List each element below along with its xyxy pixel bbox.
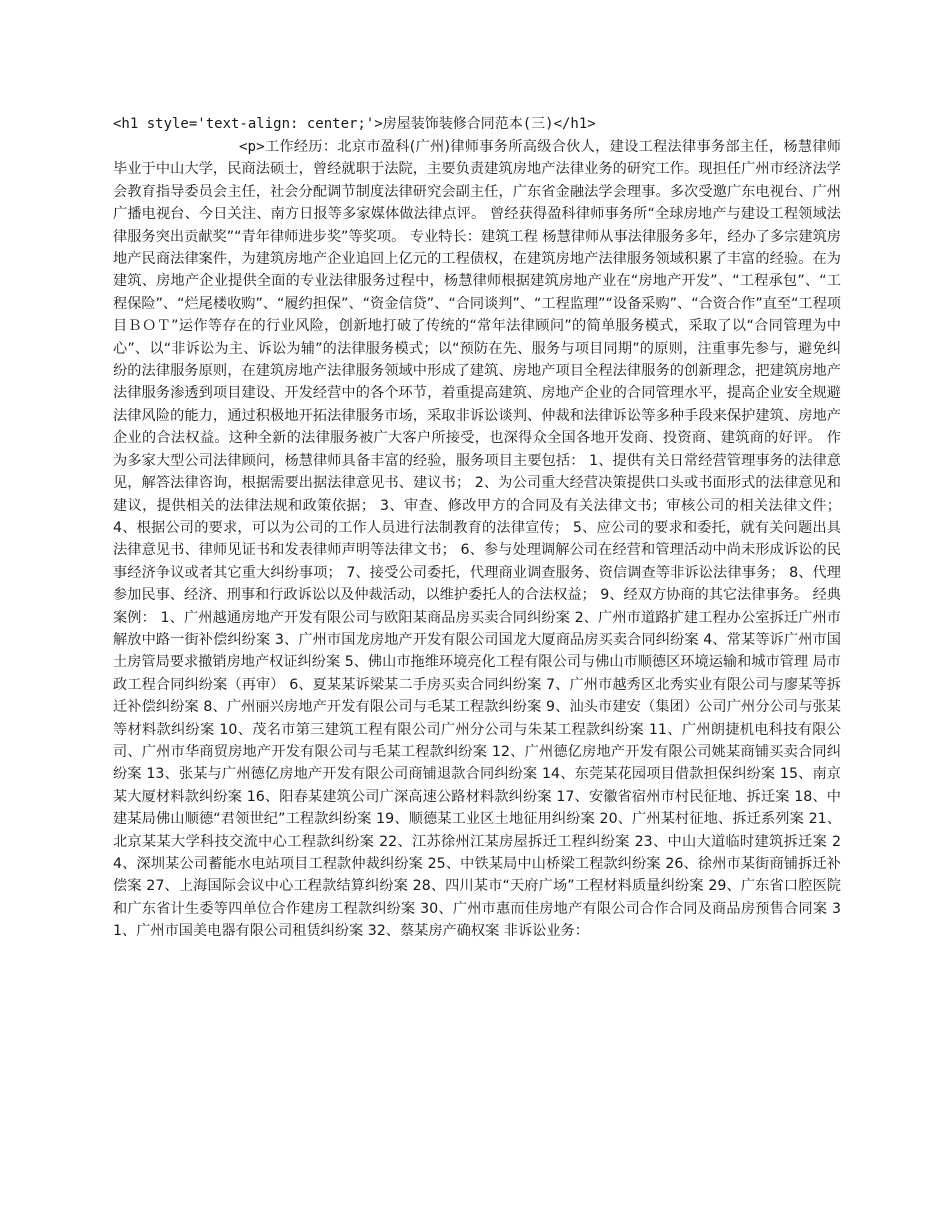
document-page	[113, 114, 841, 943]
document-body	[113, 136, 841, 943]
raw-title-markup: <h1 style='text-align: center;'>房屋装饰装修合同范本(三)</h1>	[113, 116, 596, 132]
raw-paragraph-tag: <p>	[239, 139, 265, 155]
body-paragraph-text: 工作经历：北京市盈科(广州)律师事务所高级合伙人，建设工程法律事务部主任，杨慧律师毕业于中山大学，民商法硕士，曾经就职于法院，主要负责建筑房地产法律业务的研究工作。现担任广州市经济法学会教育指导委员会主任，社会分配调节制度法律研究会副主任，广东省金融法学会理事。多次受邀广东电视台、广州广播电视台、今日关注、南方日报等多家媒体做法律点评。 曾经获得盈科律师事务所“全球房地产与建设工程领域法律服务突出贡献奖”“青年律师进步奖”等奖项。 专业特长：建筑工程 杨慧律师从事法律服务多年，经办了多宗建筑房地产民商法律案件，为建筑房地产企业追回上亿元的工程债权，在建筑房地产法律服务领域积累了丰富的经验。在为建筑、房地产企业提供全面的专业法律服务过程中，杨慧律师根据建筑房地产业在“房地产开发”、“工程承包”、“工程保险”、“烂尾楼收购”、“履约担保”、“资金信贷”、“合同谈判”、“工程监理”“设备采购”、“合资合作”直至“工程项目ＢＯＴ”运作等存在的行业风险，创新地打破了传统的“常年法律顾问”的简单服务模式，采取了以“合同管理为中心”、以“非诉讼为主、诉讼为辅”的法律服务模式；以“预防在先、服务与项目同期”的原则，注重事先参与，避免纠纷的法律服务原则，在建筑房地产法律服务领域中形成了建筑、房地产项目全程法律服务的创新理念，把建筑房地产法律服务渗透到项目建设、开发经营中的各个环节，着重提高建筑、房地产企业的合同管理水平，提高企业安全规避法律风险的能力，通过积极地开拓法律服务市场，采取非诉讼谈判、仲裁和法律诉讼等多种手段来保护建筑、房地产企业的合法权益。这种全新的法律服务被广大客户所接受，也深得众全国各地开发商、投资商、建筑商的好评。 作为多家大型公司法律顾问，杨慧律师具备丰富的经验，服务项目主要包括： 1、提供有关日常经营管理事务的法律意见，解答法律咨询，根据需要出据法律意见书、建议书； 2、为公司重大经营决策提供口头或书面形式的法律意见和建议，提供相关的法律法规和政策依据； 3、审查、修改甲方的合同及有关法律文书；审核公司的相关法律文件； 4、根据公司的要求，可以为公司的工作人员进行法制教育的法律宣传； 5、应公司的要求和委托，就有关问题出具法律意见书、律师见证书和发表律师声明等法律文书； 6、参与处理调解公司在经营和管理活动中尚未形成诉讼的民事经济争议或者其它重大纠纷事项； 7、接受公司委托，代理商业调查服务、资信调查等非诉讼法律事务； 8、代理参加民事、经济、刑事和行政诉讼以及仲裁活动，以维护委托人的合法权益； 9、经双方协商的其它法律事务。 经典案例： 1、广州越通房地产开发有限公司与欧阳某商品房买卖合同纠纷案 2、广州市道路扩建工程办公室拆迁广州市解放中路一街补偿纠纷案 3、广州市国龙房地产开发有限公司国龙大厦商品房买卖合同纠纷案 4、常某等诉广州市国土房管局要求撤销房地产权证纠纷案 5、佛山市拖维环境亮化工程有限公司与佛山市顺德区环境运输和城市管理 局市政工程合同纠纷案（再审） 6、夏某某诉梁某二手房买卖合同纠纷案 7、广州市越秀区北秀实业有限公司与廖某等拆迁补偿纠纷案 8、广州丽兴房地产开发有限公司与毛某工程款纠纷案 9、汕头市建安（集团）公司广州分公司与张某等材料款纠纷案 10、茂名市第三建筑工程有限公司广州分公司与朱某工程款纠纷案 11、广州朗捷机电科技有限公司、广州市华商贸房地产开发有限公司与毛某工程款纠纷案 12、广州德亿房地产开发有限公司姚某商铺买卖合同纠纷案 13、张某与广州德亿房地产开发有限公司商铺退款合同纠纷案 14、东莞某花园项目借款担保纠纷案 15、南京某大厦材料款纠纷案 16、阳春某建筑公司广深高速公路材料款纠纷案 17、安徽省宿州市村民征地、拆迁案 18、中建某局佛山顺德“君领世纪”工程款纠纷案 19、顺德某工业区土地征用纠纷案 20、广州某村征地、拆迁系列案 21、北京某某大学科技交流中心工程款纠纷案 22、江苏徐州江某房屋拆迁工程纠纷案 23、中山大道临时建筑拆迁案 24、深圳某公司蓄能水电站项目工程款仲裁纠纷案 25、中铁某局中山桥梁工程款纠纷案 26、徐州市某街商铺拆迁补偿案 27、上海国际会议中心工程款结算纠纷案 28、四川某市“天府广场”工程材料质量纠纷案 29、广东省口腔医院和广东省计生委等四单位合作建房工程款纠纷案 30、广州市惠而佳房地产有限公司合作合同及商品房预售合同案 31、广州市国美电器有限公司租赁纠纷案 32、蔡某房产确权案 非诉讼业务：	[113, 139, 841, 940]
